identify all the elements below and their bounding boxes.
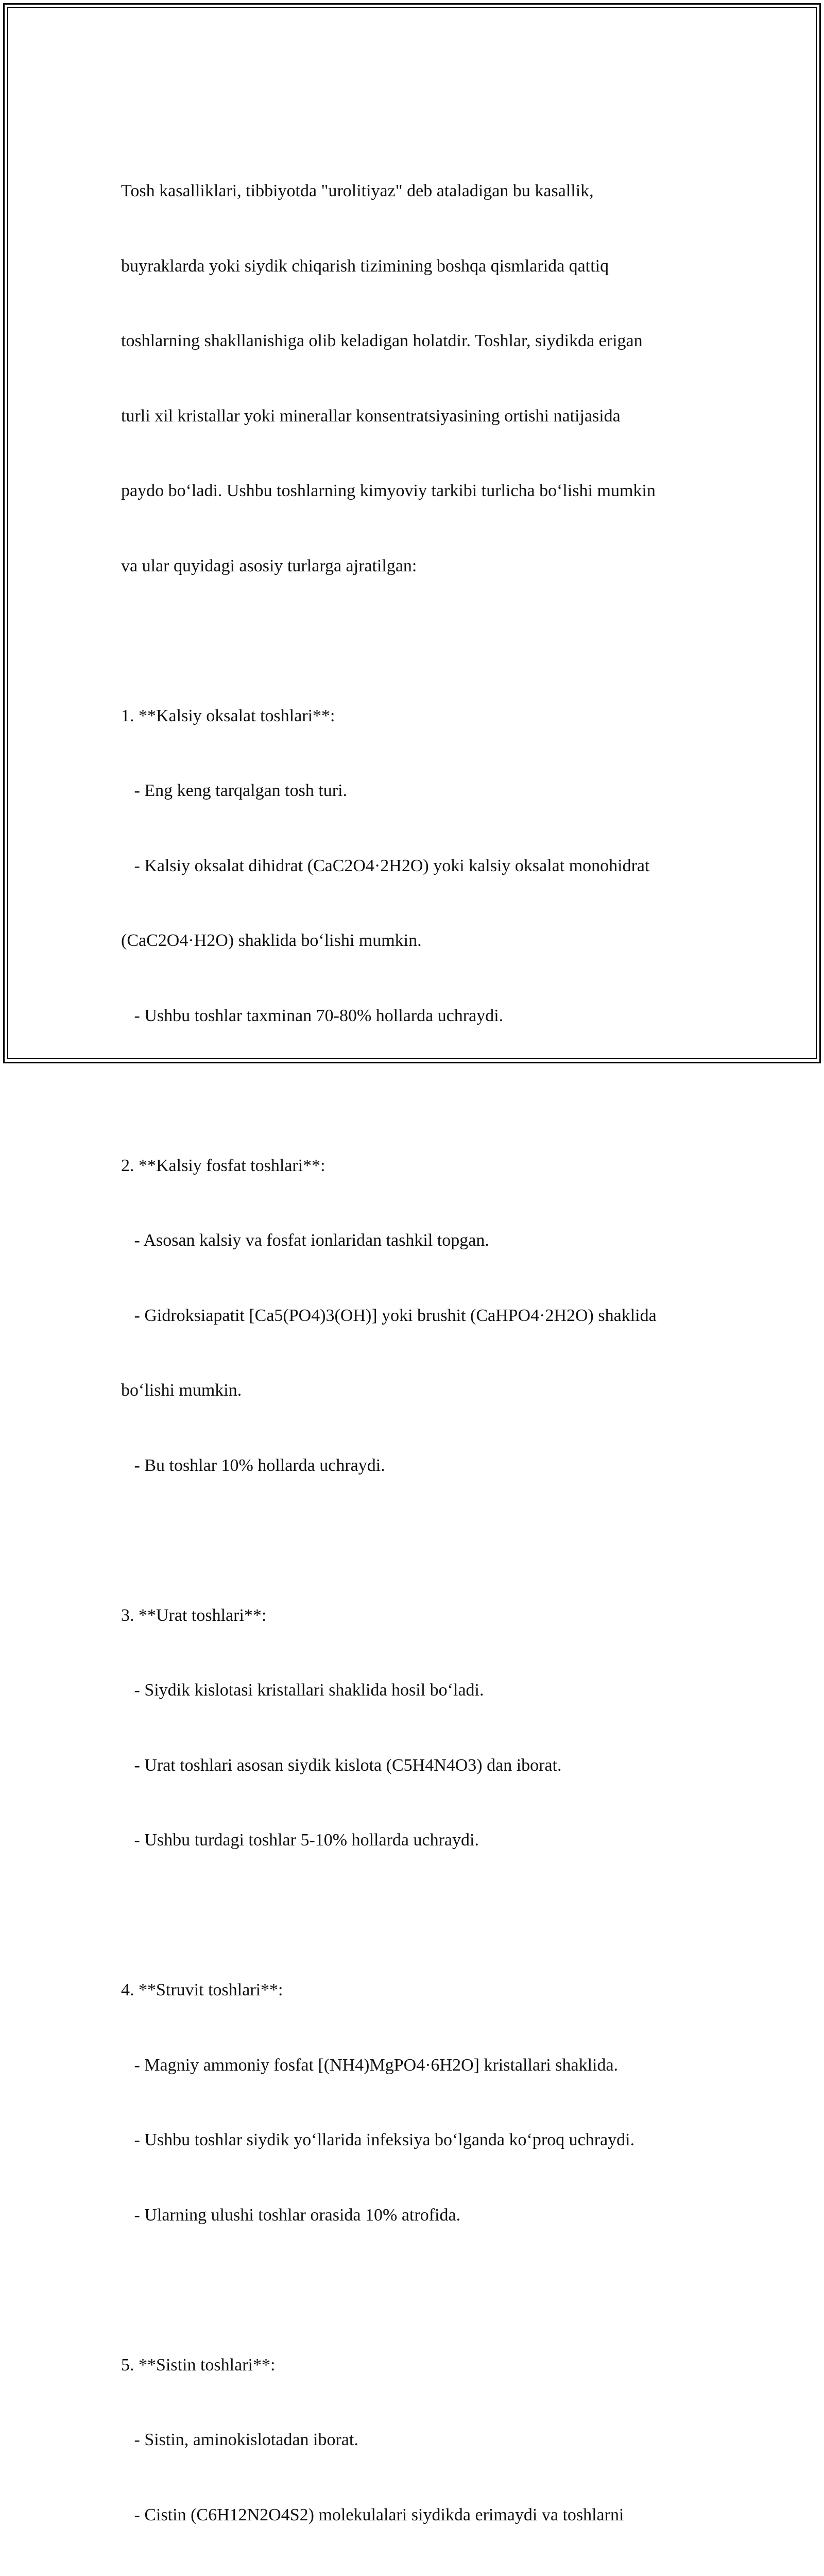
section-line: - Ushbu toshlar siydik yoʻllarida infeksiya boʻlganda koʻproq uchraydi.: [121, 2128, 713, 2153]
section-line: - Urat toshlari asosan siydik kislota (C5H4N4O3) dan iborat.: [121, 1753, 713, 1778]
intro-line: paydo boʻladi. Ushbu toshlarning kimyoviy tarkibi turlicha boʻlishi mumkin: [121, 479, 713, 504]
section-line: (CaC2O4·H2O) shaklida boʻlishi mumkin.: [121, 928, 713, 954]
section-line: - Asosan kalsiy va fosfat ionlaridan tashkil topgan.: [121, 1228, 713, 1253]
section-line: boʻlishi mumkin.: [121, 1378, 713, 1403]
paragraph-gap: [121, 2278, 713, 2303]
intro-paragraph: [121, 129, 713, 629]
intro-line: turli xil kristallar yoki minerallar konsentratsiyasining ortishi natijasida: [121, 404, 713, 429]
section-struvite: [121, 1928, 713, 2278]
paragraph-gap: [121, 1903, 713, 1928]
intro-line: Tosh kasalliklari, tibbiyotda "urolitiyaz" deb ataladigan bu kasallik,: [121, 179, 713, 204]
section-line: - Kalsiy oksalat dihidrat (CaC2O4·2H2O) yoki kalsiy oksalat monohidrat: [121, 854, 713, 879]
section-line: - Cistin (C6H12N2O4S2) molekulalari siydikda erimaydi va toshlarni: [121, 2503, 713, 2528]
intro-line: va ular quyidagi asosiy turlarga ajratilgan:: [121, 554, 713, 579]
section-line: - Siydik kislotasi kristallari shaklida hosil boʻladi.: [121, 1678, 713, 1703]
paragraph-gap: [121, 629, 713, 654]
intro-line: buyraklarda yoki siydik chiqarish tizimining boshqa qismlarida qattiq: [121, 254, 713, 279]
section-line: - Gidroksiapatit [Ca5(PO4)3(OH)] yoki brushit (CaHPO4·2H2O) shaklida: [121, 1303, 713, 1329]
section-calcium-phosphate: [121, 1104, 713, 1529]
section-line: - Sistin, aminokislotadan iborat.: [121, 2428, 713, 2453]
section-cystine: [121, 2303, 713, 2576]
section-heading: 1. **Kalsiy oksalat toshlari**:: [121, 704, 713, 729]
section-calcium-oxalate: [121, 654, 713, 1079]
section-heading: 4. **Struvit toshlari**:: [121, 1978, 713, 2003]
section-line: - Ushbu toshlar taxminan 70-80% hollarda uchraydi.: [121, 1004, 713, 1029]
section-line: - Ularning ulushi toshlar orasida 10% atrofida.: [121, 2203, 713, 2228]
section-line: - Magniy ammoniy fosfat [(NH4)MgPO4·6H2O] kristallari shaklida.: [121, 2053, 713, 2078]
section-line: - Eng keng tarqalgan tosh turi.: [121, 778, 713, 804]
paragraph-gap: [121, 1078, 713, 1104]
section-line: - Ushbu turdagi toshlar 5-10% hollarda uchraydi.: [121, 1828, 713, 1853]
section-urate: [121, 1553, 713, 1903]
paragraph-gap: [121, 1528, 713, 1553]
document-body: [121, 129, 713, 2576]
section-heading: 3. **Urat toshlari**:: [121, 1603, 713, 1629]
section-line: - Bu toshlar 10% hollarda uchraydi.: [121, 1453, 713, 1479]
section-heading: 2. **Kalsiy fosfat toshlari**:: [121, 1154, 713, 1179]
intro-line: toshlarning shakllanishiga olib keladigan holatdir. Toshlar, siydikda erigan: [121, 329, 713, 354]
section-heading: 5. **Sistin toshlari**:: [121, 2353, 713, 2378]
